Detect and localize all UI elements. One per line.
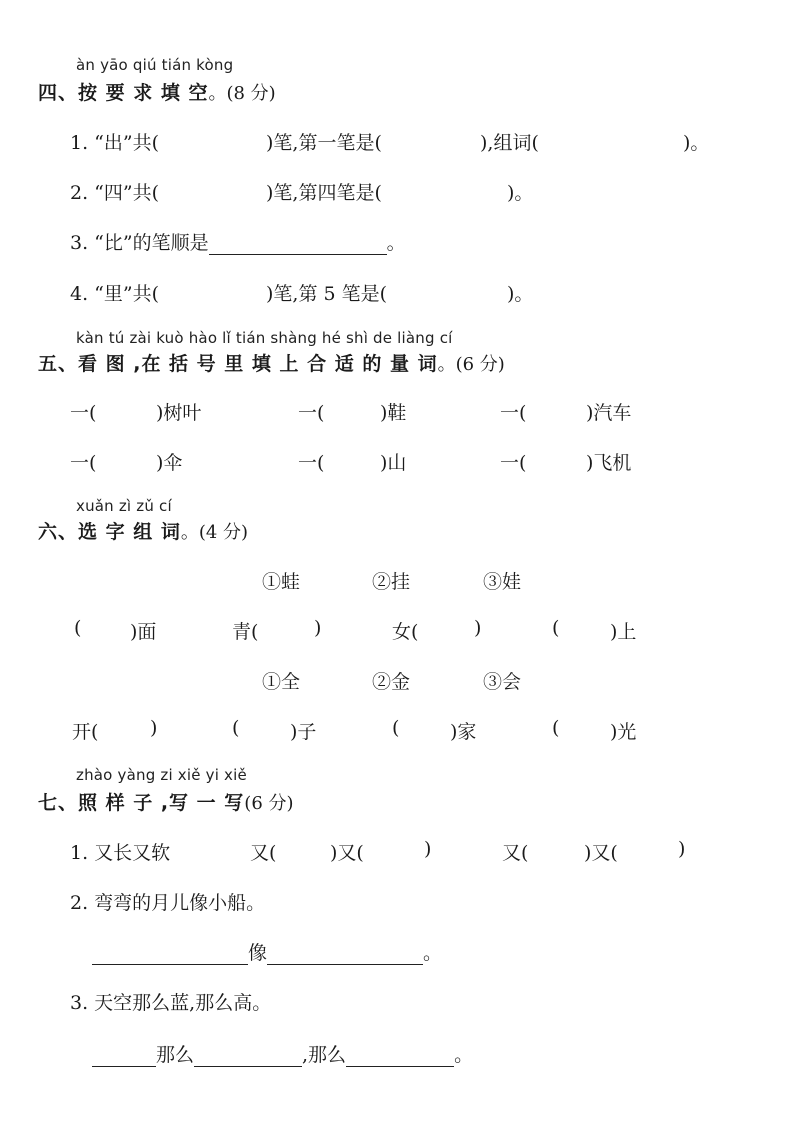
- s5-r1-c2-open: 一(: [298, 402, 325, 424]
- s7-q1-e: )又(: [584, 842, 618, 864]
- s6-r1-c1-open: (: [74, 617, 82, 639]
- s7-q3-mid2: ,那么: [302, 1044, 347, 1066]
- s7-q2-label: 2. 弯弯的月儿像小船。: [70, 892, 266, 914]
- s7-q2-mid: 像: [248, 942, 268, 964]
- s7-q3-label: 3. 天空那么蓝,那么高。: [70, 992, 272, 1014]
- s7-q1-d: 又(: [502, 842, 529, 864]
- s4-q2-a: 2. “四”共(: [70, 182, 160, 204]
- s6-r1-c4-close: )上: [610, 621, 637, 643]
- s5-title: [38, 349, 505, 376]
- s4-q1-c: ),组词(: [480, 132, 539, 154]
- s7-q3-mid1: 那么: [156, 1044, 195, 1066]
- s4-q4-a: 4. “里”共(: [70, 283, 160, 305]
- s4-title: [38, 78, 276, 105]
- s6-r1-c2-open: 青(: [232, 621, 259, 643]
- s6-r1-c3-close: ): [474, 617, 482, 639]
- s7-q1-a: 又(: [250, 842, 277, 864]
- s6-r2-c4-close: )光: [610, 721, 637, 743]
- s5-r1-c3-close: )汽车: [586, 402, 632, 424]
- s7-q2-end: 。: [423, 942, 443, 964]
- s6-r2-c1-close: ): [150, 717, 158, 739]
- s5-r2-c2-close: )山: [380, 452, 407, 474]
- s6-title-text: 六、选 字 组 词: [38, 521, 181, 543]
- s7-pinyin: zhào yàng zi xiě yi xiě: [76, 766, 247, 784]
- s7-score: (6 分): [244, 793, 294, 814]
- answer-line[interactable]: [92, 1048, 156, 1067]
- s5-r1-c3-open: 一(: [500, 402, 527, 424]
- s5-r2-c1-close: )伞: [156, 452, 183, 474]
- s5-r2-c3-open: 一(: [500, 452, 527, 474]
- s6-r2-c3-open: (: [392, 717, 400, 739]
- s6-opt1-c: ③娃: [483, 571, 522, 593]
- s7-q2-answer: [92, 938, 442, 965]
- s4-q4-b: )笔,第 5 笔是(: [266, 283, 388, 305]
- s6-r2-c1-open: 开(: [72, 721, 99, 743]
- s5-r1-c2-close: )鞋: [380, 402, 407, 424]
- s7-q3-end: 。: [454, 1044, 474, 1066]
- s4-pinyin: àn yāo qiú tián kòng: [76, 56, 234, 74]
- s6-r1-c3-open: 女(: [392, 621, 419, 643]
- s4-score: 。(8 分): [208, 83, 276, 104]
- s4-title-text: 四、按 要 求 填 空: [38, 82, 209, 104]
- answer-line[interactable]: [92, 946, 248, 965]
- s5-score: 。(6 分): [437, 354, 505, 375]
- s4-q3-end: 。: [386, 232, 406, 254]
- s4-q2-b: )笔,第四笔是(: [266, 182, 382, 204]
- s5-r2-c1-open: 一(: [70, 452, 97, 474]
- answer-line[interactable]: [267, 946, 423, 965]
- s7-q3-answer: [92, 1040, 473, 1067]
- s4-q3-label: 3. “比”的笔顺是: [70, 232, 209, 254]
- s4-q2-c: )。: [507, 182, 534, 204]
- s7-title-text: 七、照 样 子 ,写 一 写: [38, 792, 245, 814]
- s4-q3: [70, 228, 406, 255]
- s6-r2-c2-close: )子: [290, 721, 317, 743]
- s6-opt2-b: ②金: [372, 671, 411, 693]
- s4-q1-d: )。: [683, 132, 710, 154]
- s4-q4-c: )。: [507, 283, 534, 305]
- s7-title: [38, 788, 294, 815]
- s6-r2-c4-open: (: [552, 717, 560, 739]
- s6-opt2-c: ③会: [483, 671, 522, 693]
- s6-r2-c3-close: )家: [450, 721, 477, 743]
- s6-r1-c1-close: )面: [130, 621, 157, 643]
- s7-q1-c: ): [424, 838, 432, 860]
- s7-q1-b: )又(: [330, 842, 364, 864]
- s5-r2-c2-open: 一(: [298, 452, 325, 474]
- s6-title: [38, 517, 248, 544]
- s6-opt2-a: ①全: [262, 671, 301, 693]
- s5-title-text: 五、看 图 ,在 括 号 里 填 上 合 适 的 量 词: [38, 353, 438, 375]
- s5-r2-c3-close: )飞机: [586, 452, 632, 474]
- s6-r2-c2-open: (: [232, 717, 240, 739]
- s4-q1-a: 1. “出”共(: [70, 132, 160, 154]
- answer-line[interactable]: [346, 1048, 454, 1067]
- s6-pinyin: xuǎn zì zǔ cí: [76, 497, 172, 515]
- s5-pinyin: kàn tú zài kuò hào lǐ tián shàng hé shì de liàng cí: [76, 329, 453, 347]
- s6-score: 。(4 分): [180, 522, 249, 543]
- s7-q1-label: 1. 又长又软: [70, 842, 171, 864]
- s6-r1-c2-close: ): [314, 617, 322, 639]
- s6-r1-c4-open: (: [552, 617, 560, 639]
- s7-q1-f: ): [678, 838, 686, 860]
- s6-opt1-a: ①蛙: [262, 571, 301, 593]
- s5-r1-c1-close: )树叶: [156, 402, 202, 424]
- s6-opt1-b: ②挂: [372, 571, 411, 593]
- s5-r1-c1-open: 一(: [70, 402, 97, 424]
- answer-line[interactable]: [194, 1048, 302, 1067]
- answer-line[interactable]: [209, 236, 387, 255]
- s4-q1-b: )笔,第一笔是(: [266, 132, 382, 154]
